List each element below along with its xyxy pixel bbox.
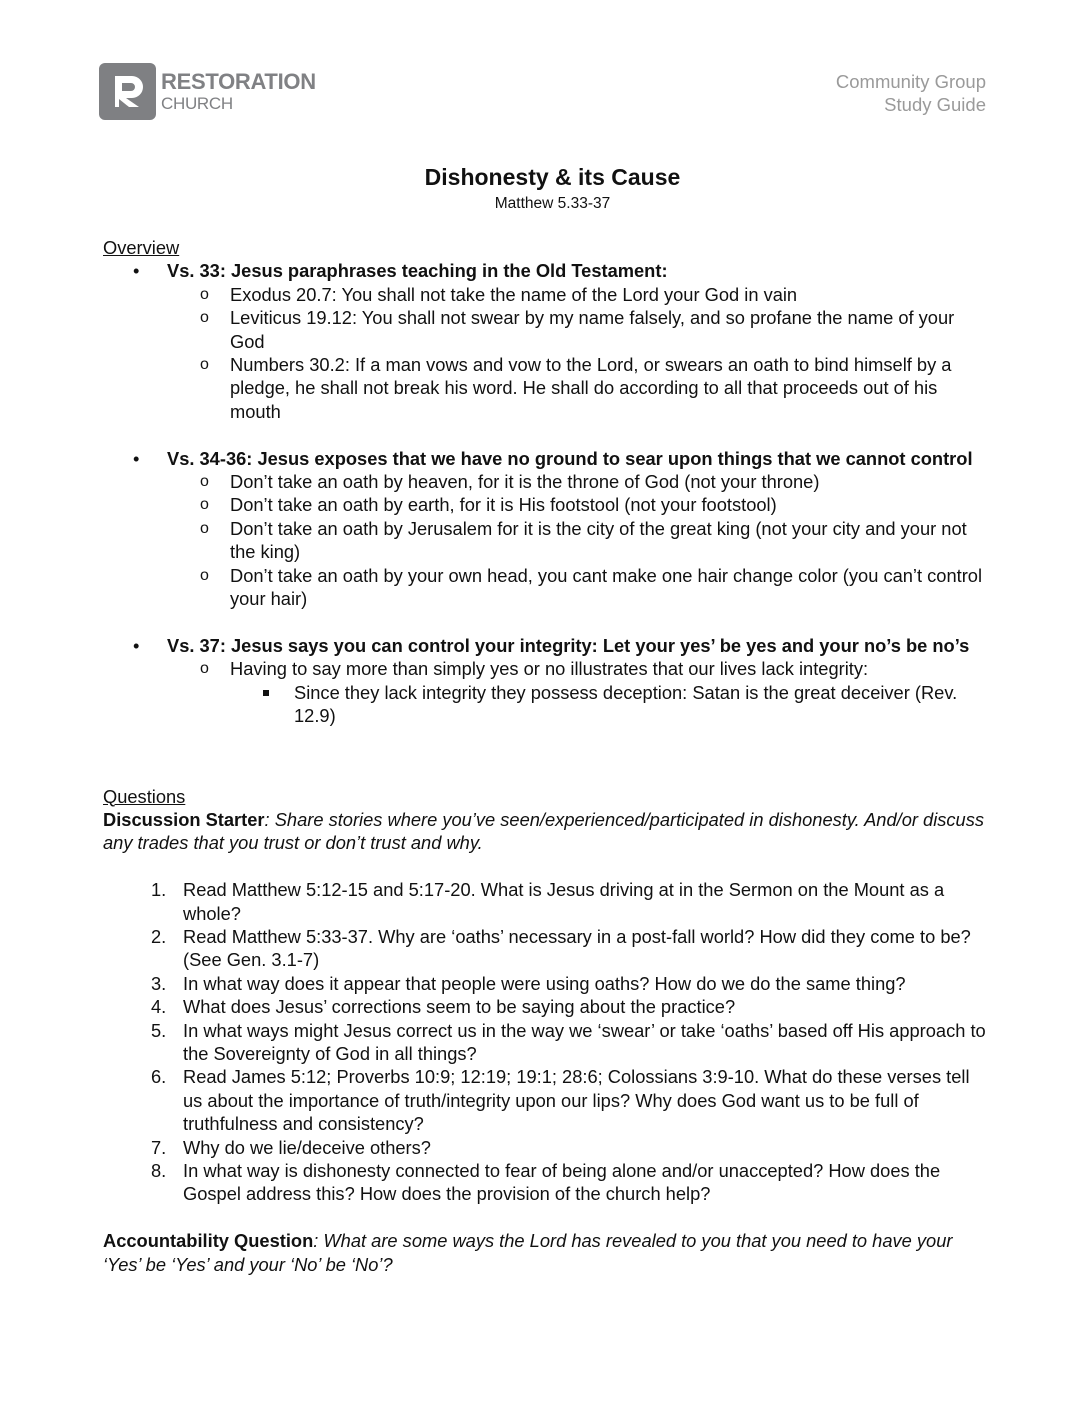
spacer: [103, 855, 993, 878]
sub-marker: o: [200, 519, 209, 537]
sub-list: [167, 470, 993, 610]
logo-r-icon: [99, 63, 156, 120]
question-number: 3.: [151, 972, 167, 994]
sub-point: [167, 470, 993, 493]
discussion-starter-label: Discussion Starter: [103, 808, 265, 830]
scripture-reference: Matthew 5.33-37: [494, 195, 611, 212]
bullet-marker: •: [133, 260, 140, 282]
question-text: In what ways might Jesus correct us in the way we ‘swear’ or take ‘oaths’ based off His approach to the Sovereignty of God in all things?: [183, 1019, 986, 1064]
questions-heading: Questions: [103, 785, 186, 807]
question-text: Read Matthew 5:12-15 and 5:17-20. What is Jesus driving at in the Sermon on the Mount as a whole?: [183, 879, 945, 924]
sub-marker: o: [200, 356, 209, 374]
question-item: [103, 1065, 993, 1135]
bullet-marker: •: [133, 447, 140, 469]
sub-point-text: Having to say more than simply yes or no illustrates that our lives lack integrity:: [230, 658, 869, 680]
sub-point-text: Exodus 20.7: You shall not take the name of the Lord your God in vain: [230, 283, 798, 305]
spacer: [103, 1206, 993, 1229]
sub-sub-point: [230, 681, 993, 728]
point-title: Vs. 33: Jesus paraphrases teaching in the Old Testament:: [167, 260, 668, 282]
sub-sub-list: [230, 681, 993, 728]
sub-marker: o: [200, 566, 209, 584]
point-title: Vs. 34-36: Jesus exposes that we have no ground to sear upon things that we cannot control: [167, 447, 973, 469]
guide-type-label: [836, 70, 986, 116]
sub-point-text: Numbers 30.2: If a man vows and vow to the Lord, or swears an oath to bind himself by a pledge, he shall not break his word. He shall do according to all that proceeds out of his mouth: [230, 354, 952, 422]
question-item: [103, 1019, 993, 1066]
sub-list: [167, 283, 993, 423]
sub-point-text: Don’t take an oath by earth, for it is His footstool (not your footstool): [230, 494, 777, 516]
sub-marker: o: [200, 309, 209, 327]
question-text: What does Jesus’ corrections seem to be saying about the practice?: [183, 996, 736, 1018]
corner-line-2: Study Guide: [884, 94, 986, 115]
question-text: Why do we lie/deceive others?: [183, 1136, 431, 1158]
question-item: [103, 925, 993, 972]
sub-point-text: Leviticus 19.12: You shall not swear by my name falsely, and so profane the name of your God: [230, 307, 955, 352]
question-text: In what way is dishonesty connected to fear of being alone and/or unaccepted? How does the Gospel address this? How does the provision of the church help?: [183, 1159, 941, 1205]
overview-point: [103, 634, 993, 728]
sub-sub-point-text: Since they lack integrity they possess deception: Satan is the great deceiver (Rev. 12.9): [294, 681, 958, 727]
logo-line-2: CHURCH: [161, 94, 233, 113]
discussion-starter-text: : Share stories where you’ve seen/experienced/participated in dishonesty. And/or discuss any trades that you trust or don’t trust and why.: [103, 808, 985, 854]
logo-line-1: RESTORATION: [161, 69, 316, 94]
question-number: 4.: [151, 996, 167, 1018]
sub-point: [167, 564, 993, 611]
sub-point: [167, 353, 993, 423]
question-list: [103, 878, 993, 1206]
question-item: [103, 878, 993, 925]
question-number: 8.: [151, 1159, 167, 1181]
question-text: Read Matthew 5:33-37. Why are ‘oaths’ necessary in a post-fall world? How did they come to be? (See Gen. 3.1-7): [183, 925, 971, 971]
accountability-label: Accountability Question: [103, 1230, 314, 1252]
question-item: [103, 972, 993, 995]
sub-marker: o: [200, 473, 209, 491]
question-item: [103, 1159, 993, 1206]
logo-wordmark: [161, 71, 316, 112]
sub-point-text: Don’t take an oath by your own head, you cant make one hair change color (you can’t control your hair): [230, 564, 983, 610]
sub-marker: o: [200, 496, 209, 514]
overview-point: [103, 447, 993, 611]
question-text: Read James 5:12; Proverbs 10:9; 12:19; 19:1; 28:6; Colossians 3:9-10. What do these verses tell us about the importance of truth/integrity upon our lips? Why does God want us to be full of truthfulness and consistency?: [183, 1066, 970, 1135]
question-number: 1.: [151, 879, 167, 901]
document-body: [103, 236, 993, 1276]
question-item: [103, 1136, 993, 1159]
church-logo: [99, 63, 316, 120]
accountability-text: : What are some ways the Lord has revealed to you that you need to have your ‘Yes’ be ‘Yes’ and your ‘No’ be ‘No’?: [103, 1230, 953, 1275]
overview-list: [103, 259, 993, 727]
accountability-question: [103, 1229, 993, 1276]
question-text: In what way does it appear that people were using oaths? How do we do the same thing?: [183, 972, 906, 994]
page-title: Dishonesty & its Cause: [424, 164, 681, 190]
square-bullet-icon: [263, 690, 269, 696]
sub-marker: o: [200, 660, 209, 678]
sub-point: [167, 283, 993, 306]
sub-point-text: Don’t take an oath by Jerusalem for it is the city of the great king (not your city and your not the king): [230, 517, 967, 563]
spacer: [103, 423, 993, 446]
point-title: Vs. 37: Jesus says you can control your integrity: Let your yes’ be yes and your no’s be no’s: [167, 634, 970, 656]
sub-point: [167, 517, 993, 564]
sub-point: [167, 493, 993, 516]
question-number: 5.: [151, 1019, 167, 1041]
questions-section: [103, 785, 993, 1277]
discussion-starter: [103, 808, 993, 855]
sub-marker: o: [200, 285, 209, 303]
question-number: 2.: [151, 925, 167, 947]
overview-heading: Overview: [103, 237, 180, 258]
bullet-marker: •: [133, 634, 140, 656]
spacer: [103, 610, 993, 633]
sub-point: [167, 306, 993, 353]
corner-line-1: Community Group: [835, 71, 986, 92]
overview-point: [103, 259, 993, 423]
sub-list: [167, 657, 993, 727]
question-item: [103, 995, 993, 1018]
sub-point: [167, 657, 993, 727]
question-number: 7.: [151, 1136, 167, 1158]
question-number: 6.: [151, 1066, 167, 1088]
sub-point-text: Don’t take an oath by heaven, for it is the throne of God (not your throne): [230, 471, 820, 493]
